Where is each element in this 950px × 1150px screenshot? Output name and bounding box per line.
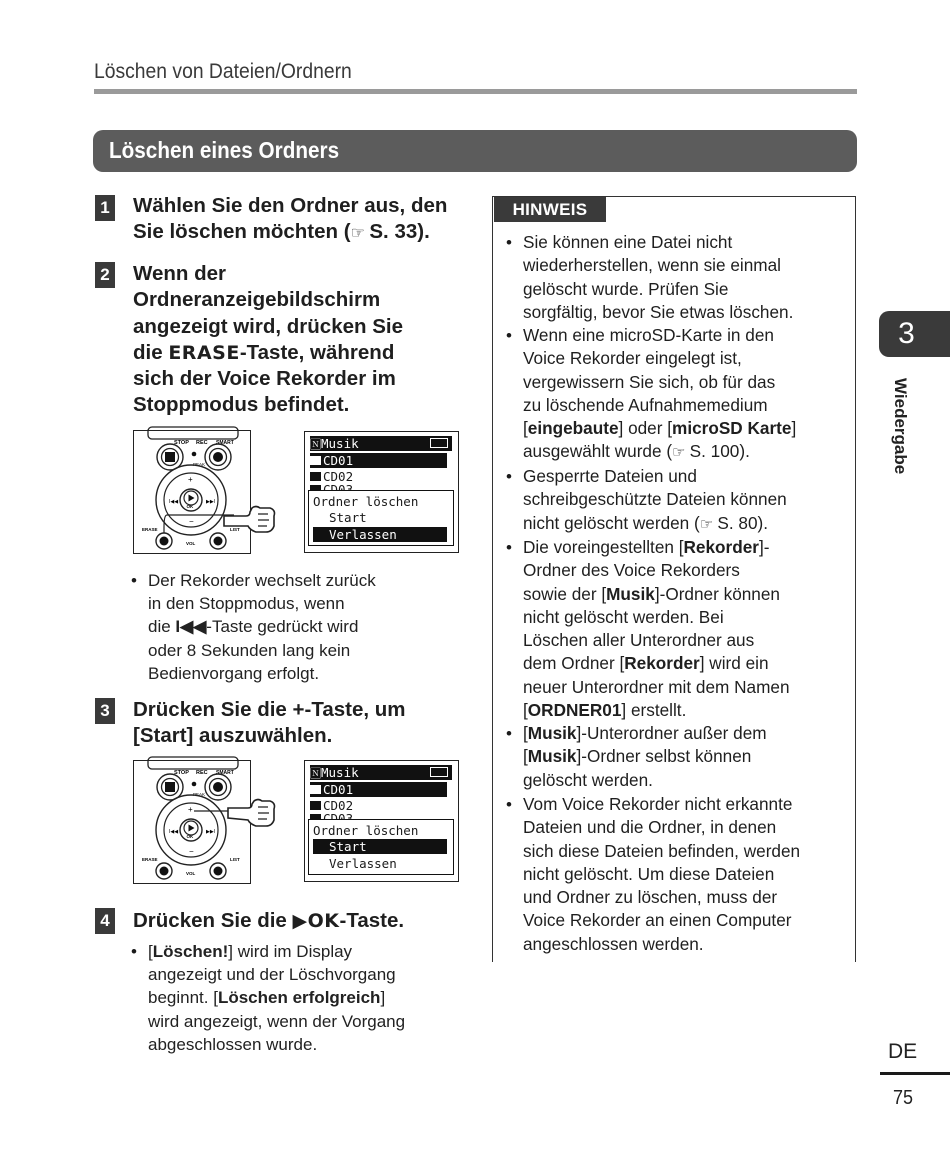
ok-label: OK	[186, 504, 194, 509]
note-line: in den Stoppmodus, wenn	[148, 594, 345, 614]
display-message: Löschen erfolgreich	[217, 988, 381, 1008]
display-message: Löschen!	[152, 942, 229, 961]
folder-row	[310, 811, 353, 818]
footer-rule	[880, 1072, 950, 1075]
ok-label: OK	[186, 834, 194, 839]
bullet: •	[131, 571, 137, 590]
step-number-1: 1	[95, 195, 115, 221]
svg-text:▶▶I: ▶▶I	[206, 829, 216, 835]
note-line: -Taste gedrückt wird	[206, 617, 359, 637]
hint-line: ]-Ordner selbst können	[576, 746, 752, 767]
folder-mode-icon: 🄽	[310, 767, 321, 780]
hint-line: Dateien und die Ordner, in denen	[523, 817, 777, 838]
hint-line: ]	[791, 418, 797, 439]
erase-label: ERASE	[142, 527, 158, 532]
hint-line: Vom Voice Rekorder nicht erkannte	[523, 794, 793, 814]
note-line: ]	[380, 988, 386, 1008]
note-line: beginnt. [	[148, 988, 218, 1008]
folder-icon	[310, 801, 321, 810]
ok-key-label: ▶OK	[292, 910, 340, 932]
rec-label: REC	[196, 440, 208, 446]
svg-text:−: −	[189, 847, 194, 856]
step-number-4: 4	[95, 908, 115, 934]
hint-bold: Musik	[606, 583, 655, 604]
page-reference: S. 80	[717, 512, 758, 533]
folder-icon	[310, 785, 321, 794]
peak-label: PEAK	[193, 792, 206, 797]
stop-label: STOP	[174, 770, 189, 776]
hint-line: ).	[757, 512, 769, 533]
list-label: LIST	[230, 527, 240, 532]
svg-text:+: +	[188, 475, 193, 484]
hint-line: nicht gelöscht werden (	[523, 512, 700, 533]
step-3-text	[133, 697, 406, 750]
hint-item-1	[523, 231, 843, 324]
chapter-label-text: Wiedergabe	[891, 378, 910, 475]
hint-line: ] wird ein	[699, 653, 769, 674]
battery-icon	[430, 438, 448, 448]
pointing-hand-icon	[226, 796, 278, 834]
step-1-text	[133, 193, 447, 248]
hint-line: nicht gelöscht. Um diese Dateien	[523, 863, 775, 884]
hint-item-3	[523, 465, 843, 536]
chapter-tab: 3	[879, 311, 950, 357]
note-line: wird angezeigt, wenn der Vorgang	[148, 1011, 406, 1031]
erase-key-label: ERASE	[168, 341, 240, 364]
hint-line: ausgewählt wurde (	[523, 441, 673, 462]
step-1-line: Sie löschen möchten (	[133, 220, 351, 244]
svg-text:▶▶I: ▶▶I	[206, 499, 216, 505]
hint-line: Wenn eine microSD-Karte in den	[523, 325, 774, 345]
note-line: wird im Display	[233, 942, 353, 961]
hint-line: Voice Rekorder an einen Computer	[523, 910, 792, 931]
delete-folder-dialog	[308, 490, 454, 546]
dialog-title: Ordner löschen	[313, 823, 419, 838]
hint-bold: microSD Karte	[672, 418, 792, 439]
hint-bold: Musik	[527, 746, 577, 767]
step-4-line: Drücken Sie die	[133, 909, 293, 932]
step-4-note: [Löschen!] wird im Display angezeigt und der Löschvorgang beginnt. [Löschen erfolgreich] wird angezeigt, wenn der Vorgang abgeschlossen wurde.	[148, 942, 406, 1054]
hint-line: ]-Unterordner außer dem	[576, 723, 767, 743]
hint-item-2: Wenn eine microSD-Karte in den Voice Rekorder eingelegt ist, vergewissern Sie sich, ob für das zu löschende Aufnahmemedium [eingebaute] oder [microSD Karte] ausgewählt wurde (☞ S. 100).	[523, 325, 797, 462]
list-label: LIST	[230, 857, 240, 862]
hint-line: neuer Unterordner mit dem Namen	[523, 676, 790, 697]
step-1-line: Wählen Sie den Ordner aus, den	[133, 194, 448, 217]
hint-bold: eingebaute	[527, 418, 619, 439]
bullet: •	[506, 326, 512, 345]
hint-line: Die voreingestellten [	[523, 537, 684, 557]
step-2-line: Wenn der	[133, 262, 227, 285]
reference-icon: ☞	[699, 515, 718, 533]
note-line: die	[148, 617, 176, 637]
option-exit: Verlassen	[329, 856, 397, 871]
vol-label: VOL	[186, 541, 196, 546]
stop-label: STOP	[174, 440, 189, 446]
step-3-line: Drücken Sie die	[133, 698, 293, 721]
step-2-line: angezeigt wird, drücken Sie	[133, 314, 403, 338]
note-line: oder 8 Sekunden lang kein	[148, 640, 351, 660]
hint-line: ]-Ordner können	[654, 583, 780, 604]
note-line: angezeigt und der Löschvorgang	[148, 965, 396, 985]
step-2-line: -Taste, während	[239, 340, 395, 364]
hint-line: dem Ordner [	[523, 653, 625, 674]
chapter-label	[890, 378, 912, 488]
hint-line: sowie der [	[523, 583, 607, 604]
peak-label: PEAK	[193, 462, 206, 467]
skip-back-key-label: I◀◀	[175, 617, 207, 637]
hint-line: Sie können eine Datei nicht	[523, 232, 733, 252]
screen-title-row	[310, 765, 452, 780]
page-reference: S. 33	[369, 220, 418, 244]
step-2-line: Stoppmodus befindet.	[133, 393, 350, 417]
hint-bold: Musik	[527, 723, 577, 743]
hint-item-6	[523, 793, 843, 956]
bullet: •	[506, 467, 512, 486]
step-number-2: 2	[95, 262, 115, 288]
hint-line: Ordner des Voice Rekorders	[523, 560, 740, 581]
hint-item-4: Die voreingestellten [Rekorder]- Ordner des Voice Rekorders sowie der [Musik]-Ordner können nicht gelöscht werden. Bei Löschen aller Unterordner aus dem Ordner [Rekorder] wird ein neuer Unterordner mit dem Namen [ORDNER01] erstellt.	[523, 537, 790, 721]
hint-line: nicht gelöscht werden. Bei	[523, 606, 724, 627]
hint-line: sich diese Dateien befinden, werden	[523, 840, 801, 861]
delete-folder-dialog	[308, 819, 454, 875]
option-start: Start	[329, 510, 367, 525]
note-line: abgeschlossen wurde.	[148, 1034, 318, 1054]
svg-text:I◀◀: I◀◀	[169, 829, 179, 835]
folder-name: CD02	[323, 798, 354, 813]
note-line: Bedienvorgang erfolgt.	[148, 663, 320, 683]
bullet: •	[506, 538, 512, 557]
folder-row	[310, 482, 353, 489]
folder-name: CD01	[323, 453, 354, 468]
battery-icon	[430, 767, 448, 777]
hint-line: ).	[739, 441, 750, 462]
folder-name: CD01	[323, 782, 354, 797]
bullet: •	[506, 795, 512, 814]
section-title: Löschen eines Ordners	[109, 137, 340, 163]
step-3-line: -Taste, um	[304, 698, 406, 721]
rec-label: REC	[196, 770, 208, 776]
smart-label: SMART	[216, 770, 234, 776]
svg-text:I◀◀: I◀◀	[169, 499, 179, 505]
hint-line: wiederherstellen, wenn sie einmal	[523, 255, 781, 276]
dialog-title: Ordner löschen	[313, 494, 419, 509]
plus-key-label: +	[292, 698, 305, 721]
reference-icon: ☞	[672, 444, 690, 462]
display-screen-1	[304, 431, 459, 553]
screen-title: Musik	[321, 436, 359, 451]
folder-row	[310, 782, 447, 797]
smart-label: SMART	[216, 440, 234, 446]
bullet: •	[131, 942, 137, 961]
svg-text:+: +	[188, 805, 193, 814]
hint-line: ]-	[758, 537, 770, 557]
header-rule	[94, 89, 857, 94]
erase-label: ERASE	[142, 857, 158, 862]
page-reference: S. 100	[689, 441, 740, 462]
hint-line: Löschen aller Unterordner aus	[523, 630, 755, 651]
option-start: Start	[313, 839, 447, 854]
step-2-line: sich der Voice Rekorder im	[133, 367, 396, 391]
display-screen-2	[304, 760, 459, 882]
page-number: 75	[893, 1087, 914, 1109]
vol-label: VOL	[186, 871, 196, 876]
language-code: DE	[888, 1040, 918, 1063]
option-exit: Verlassen	[313, 527, 447, 542]
step-4-line: -Taste.	[339, 909, 405, 932]
hint-item-5: [Musik]-Unterordner außer dem [Musik]-Ordner selbst können gelöscht werden.	[523, 723, 767, 790]
hint-bold: Rekorder	[624, 653, 700, 674]
screen-title-row	[310, 436, 452, 451]
step-1-close: ).	[417, 220, 430, 244]
folder-icon	[310, 456, 321, 465]
hint-label: HINWEIS	[494, 197, 606, 222]
step-3-line: [Start] auszuwählen.	[133, 724, 333, 748]
hint-line: Gesperrte Dateien und	[523, 466, 697, 486]
folder-name: CD02	[323, 469, 354, 484]
hint-line: vergewissern Sie sich, ob für das	[523, 371, 776, 392]
pointing-hand-icon	[222, 500, 278, 540]
hint-line: schreibgeschützte Dateien können	[523, 489, 787, 510]
hint-line: Voice Rekorder eingelegt ist,	[523, 348, 742, 369]
folder-row	[310, 453, 447, 468]
folder-mode-icon: 🄽	[310, 438, 321, 451]
hint-line: gelöscht werden.	[523, 769, 653, 790]
hint-line: sorgfältig, bevor Sie etwas löschen.	[523, 301, 794, 322]
hint-line: zu löschende Aufnahmemedium	[523, 394, 768, 415]
hint-bold: ORDNER01	[527, 700, 622, 721]
bullet: •	[506, 724, 512, 743]
reference-icon: ☞	[350, 225, 370, 243]
running-header: Löschen von Dateien/Ordnern	[94, 60, 352, 83]
folder-icon	[310, 472, 321, 481]
step-4-text	[133, 908, 404, 934]
hint-line: ] erstellt.	[621, 700, 687, 721]
hint-line: und Ordner zu löschen, muss der	[523, 887, 778, 908]
hint-line: gelöscht wurde. Prüfen Sie	[523, 278, 729, 299]
note-line: Der Rekorder wechselt zurück	[148, 571, 376, 590]
hint-line: angeschlossen werden.	[523, 933, 704, 954]
hint-bold: Rekorder	[683, 537, 759, 557]
screen-title: Musik	[321, 765, 359, 780]
step-2-note	[148, 569, 376, 685]
bullet: •	[506, 233, 512, 252]
step-2-line: die	[133, 340, 169, 364]
section-title-bar	[93, 130, 857, 172]
step-number-3: 3	[95, 698, 115, 724]
svg-text:−: −	[189, 517, 194, 526]
step-2-text	[133, 261, 403, 419]
hint-line: ] oder [	[618, 418, 673, 439]
step-2-line: Ordneranzeigebildschirm	[133, 288, 381, 312]
